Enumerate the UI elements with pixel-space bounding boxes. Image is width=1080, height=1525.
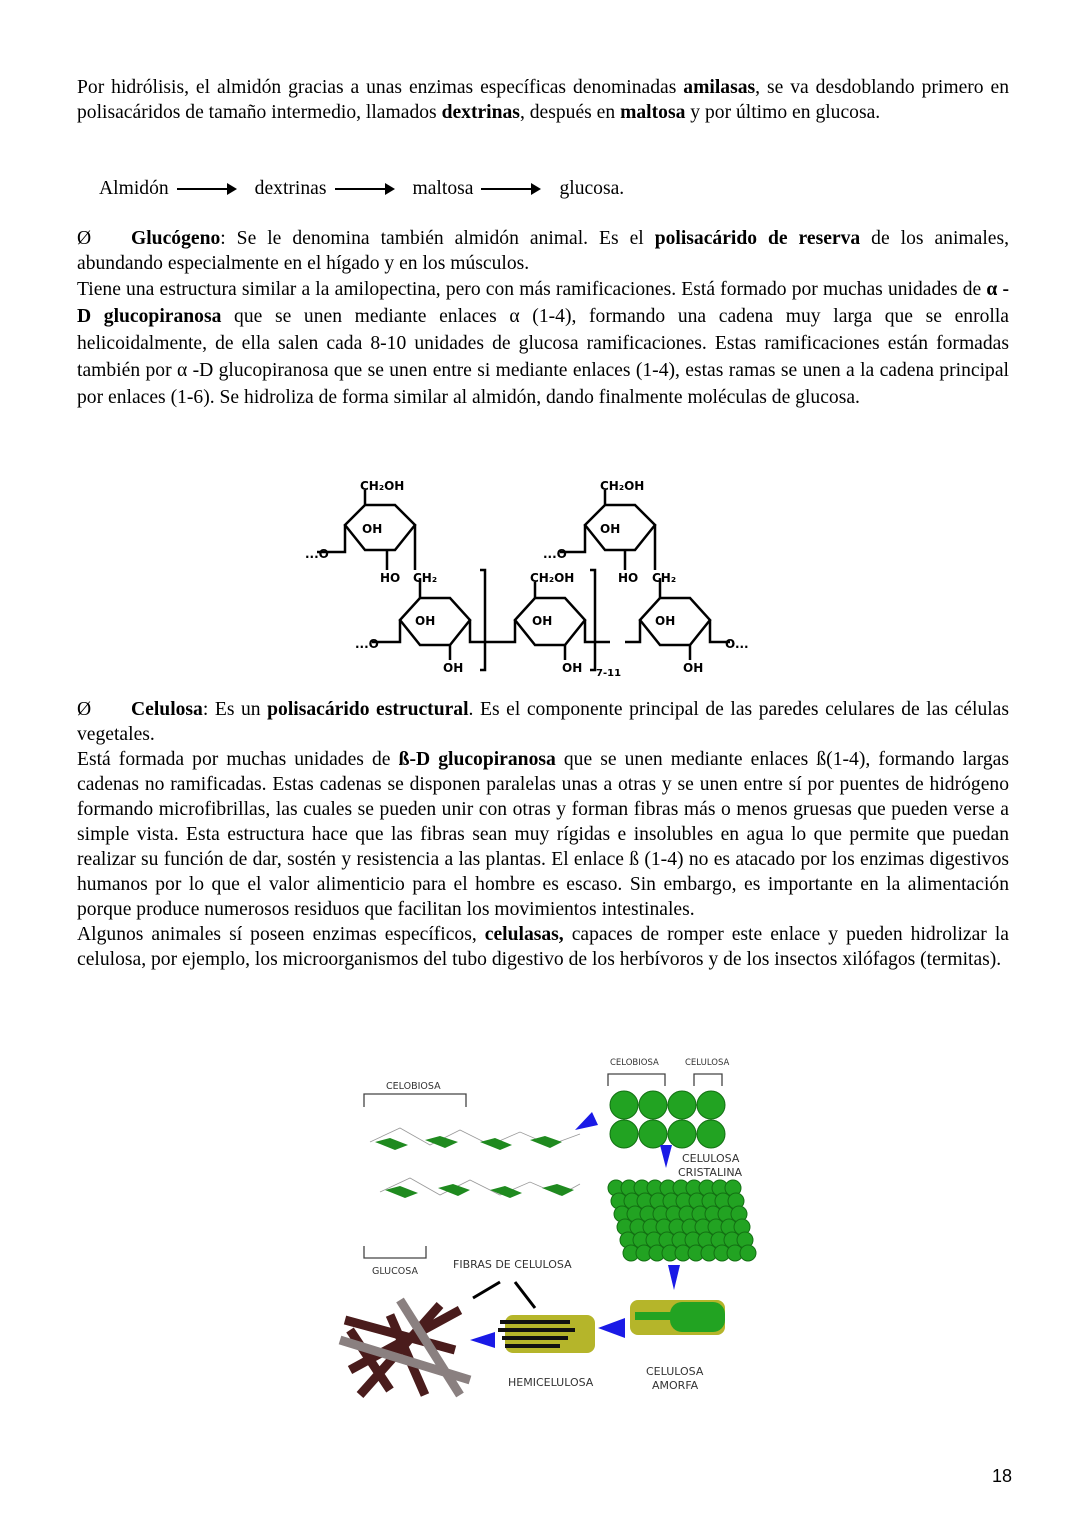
arrow-icon <box>470 1332 495 1348</box>
text: que se unen mediante enlaces ß(1-4), formando largas cadenas no ramificadas. Estas cadenas se disponen paralelas unas a otras y se unen entre sí por puentes de hidrógeno formando microfibrillas, las cuales se pueden unir con otras y forman fibras más o menos gruesas que pueden verse a simple vista. Esta estructura hace que las fibras sean muy rígidas e insolubles en agua lo que permite que puedan realizar su función de dar, sostén y resistencia a las plantas. El enlace ß (1-4) no es atacado por los enzimas digestivos humanos por lo que el valor alimenticio para el hombre es escaso. Sin embargo, es importante en la alimentación porque produce numerosos residuos que facilitan los movimientos intestinales. <box>77 749 1009 920</box>
text: , después en <box>519 102 621 123</box>
glucogeno-structure <box>77 276 1009 411</box>
label-oh: OH <box>562 661 583 675</box>
celulosa-celulasas <box>77 922 1009 972</box>
label-ho: HO <box>618 571 639 585</box>
label-oh: OH <box>415 614 436 628</box>
label-oh: OH <box>655 614 676 628</box>
label-o: ...O <box>305 547 329 561</box>
term-maltosa: maltosa <box>620 102 686 123</box>
celulosa-intro <box>77 697 1009 747</box>
text: Está formada por muchas unidades de <box>77 749 399 770</box>
bullet-icon: Ø <box>77 699 92 720</box>
hydrolysis-sequence <box>99 176 624 201</box>
bullet-icon: Ø <box>77 228 92 249</box>
label-oh: OH <box>600 522 621 536</box>
arrow-right-icon <box>335 188 393 190</box>
fiber-sphere <box>668 1120 696 1148</box>
paragraph-starch-hydrolysis <box>77 75 1009 125</box>
label-ch2: CH₂ <box>652 571 677 585</box>
label-ch2oh: CH₂OH <box>600 479 645 493</box>
label-o: ...O <box>355 637 379 651</box>
hemicellulose-fiber <box>498 1315 595 1353</box>
fiber-sphere <box>610 1091 638 1119</box>
text: : Se le denomina también almidón animal. Es el <box>220 228 655 249</box>
label-hemicelulosa: HEMICELULOSA <box>508 1376 594 1389</box>
section-glucogeno <box>77 226 1009 411</box>
term: α -D glucopiranosa <box>77 279 1010 327</box>
arrow-icon <box>575 1112 598 1130</box>
cellulose-structure-diagram <box>330 1050 760 1405</box>
page-number: 18 <box>992 1466 1013 1486</box>
label-glucosa: GLUCOSA <box>372 1266 418 1277</box>
term: polisacárido de reserva <box>654 228 861 249</box>
fiber-sphere <box>697 1120 725 1148</box>
arrow-icon <box>668 1265 680 1290</box>
label-celulosa-amorfa: AMORFA <box>652 1379 699 1392</box>
text: capaces de romper este enlace y pueden hidrolizar la celulosa, por ejemplo, los microorganismos del tubo digestivo de los herbívoros y de los insectos xilófagos (termitas). <box>77 924 1009 970</box>
text: , se va desdoblando primero en polisacáridos de tamaño intermedio, llamados <box>77 77 1010 123</box>
label-fibras: FIBRAS DE CELULOSA <box>453 1258 572 1271</box>
label-ch2oh: CH₂OH <box>530 571 575 585</box>
arrow-right-icon <box>177 188 235 190</box>
label-celobiosa: CELOBIOSA <box>610 1058 659 1068</box>
fiber-sphere <box>639 1091 667 1119</box>
term-dextrinas: dextrinas <box>441 102 520 123</box>
section-celulosa <box>77 697 1009 972</box>
label-celulosa-amorfa: CELULOSA <box>646 1365 704 1378</box>
plant-wall-fibers <box>340 1300 470 1395</box>
fiber-sphere <box>639 1120 667 1148</box>
label-o: ...O <box>543 547 567 561</box>
flow-step: glucosa. <box>559 178 625 199</box>
arrow-icon <box>660 1145 672 1168</box>
text: Por hidrólisis, el almidón gracias a unas enzimas específicas denominadas <box>77 77 684 98</box>
section-title: Glucógeno <box>131 228 221 249</box>
label-ch2oh: CH₂OH <box>360 479 405 493</box>
term: polisacárido estructural <box>267 699 469 720</box>
label-oh: OH <box>443 661 464 675</box>
glycogen-structure-diagram <box>300 470 760 685</box>
label-oh: OH <box>362 522 383 536</box>
label-ch2: CH₂ <box>413 571 438 585</box>
text: Tiene una estructura similar a la amilopectina, pero con más ramificaciones. Está formado por muchas unidades de <box>77 279 987 300</box>
label-celulosa-cristalina: CELULOSA <box>682 1152 740 1165</box>
flow-step: dextrinas <box>254 178 327 199</box>
fiber-sphere <box>697 1091 725 1119</box>
glucogeno-intro <box>77 226 1009 276</box>
term: celulasas, <box>484 924 564 945</box>
arrow-icon <box>598 1318 625 1338</box>
fiber-sphere <box>668 1091 696 1119</box>
label-oh: OH <box>683 661 704 675</box>
label-ho: HO <box>380 571 401 585</box>
label-celobiosa: CELOBIOSA <box>386 1081 441 1092</box>
fiber-sphere <box>610 1120 638 1148</box>
fiber-sphere <box>740 1245 756 1261</box>
term-amilasas: amilasas <box>683 77 756 98</box>
celulosa-structure <box>77 747 1009 922</box>
text: y por último en glucosa. <box>685 102 881 123</box>
text: de los animales, abundando especialmente en el hígado y en los músculos. <box>77 228 1010 274</box>
text: : Es un <box>202 699 268 720</box>
cellulose-chain-cross-section <box>610 1091 725 1148</box>
label-celulosa-cristalina: CRISTALINA <box>678 1166 743 1179</box>
label-celulosa: CELULOSA <box>685 1058 730 1068</box>
label-repeat: 7-11 <box>596 668 622 679</box>
arrow-icons-black <box>473 1282 535 1308</box>
flow-step: maltosa <box>412 178 474 199</box>
arrow-right-icon <box>481 188 539 190</box>
text: . Es el componente principal de las paredes celulares de las células vegetales. <box>77 699 1010 745</box>
label-oh: OH <box>532 614 553 628</box>
crystalline-cellulose <box>608 1180 756 1261</box>
section-title: Celulosa <box>131 699 203 720</box>
amorphous-fiber <box>630 1300 725 1335</box>
text: Algunos animales sí poseen enzimas específicos, <box>77 924 485 945</box>
flow-step: Almidón <box>99 178 169 199</box>
text: que se unen mediante enlaces α (1-4), formando una cadena muy larga que se enrolla helicoidalmente, de ella salen cada 8-10 unidades de glucosa ramificaciones. Estas ramificaciones están formadas también por α -D glucopiranosa que se unen entre si mediante enlaces (1-4), estas ramas se unen a la cadena principal por enlaces (1-6). Se hidroliza de forma similar al almidón, dando finalmente moléculas de glucosa. <box>77 306 1009 408</box>
term: ß-D glucopiranosa <box>398 749 556 770</box>
label-o: O... <box>725 637 749 651</box>
